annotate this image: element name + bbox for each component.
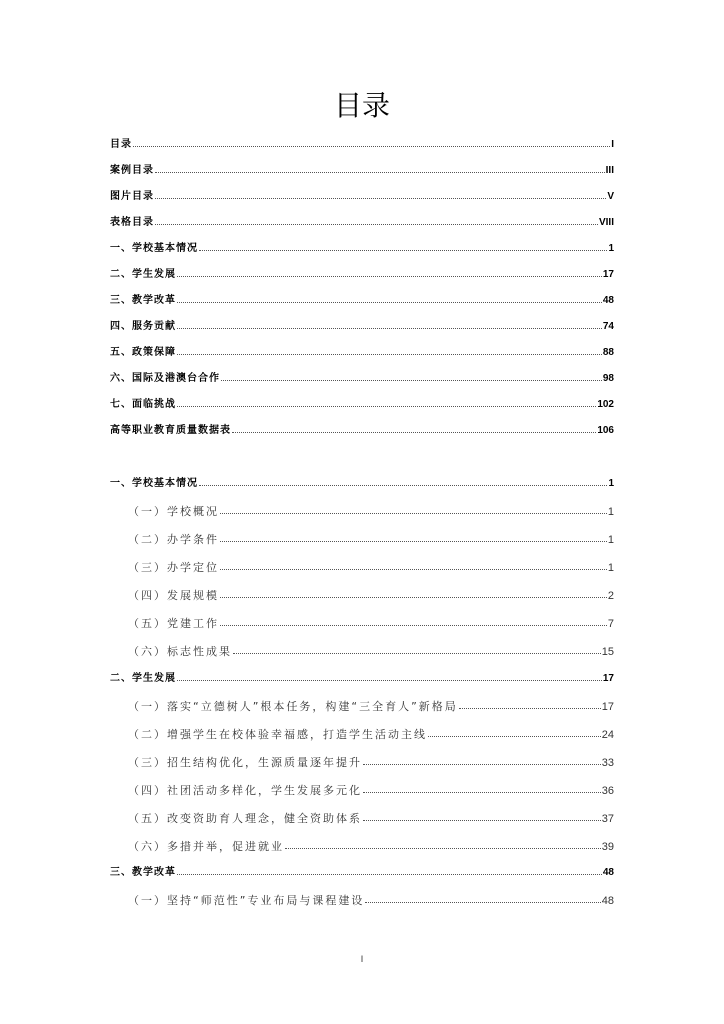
- toc-entry-text: （一）坚持“师范性”专业布局与课程建设: [128, 894, 365, 907]
- dot-leader: [177, 327, 602, 329]
- dot-leader: [363, 791, 601, 793]
- toc-entry[interactable]: [110, 862, 614, 884]
- toc-page-number: 17: [602, 673, 614, 684]
- toc-entry[interactable]: [110, 264, 614, 286]
- toc-entry-text: （一）落实“立德树人”根本任务，构建“三全育人”新格局: [128, 700, 458, 713]
- toc-entry[interactable]: [110, 238, 614, 260]
- toc-entry-text: （五）党建工作: [128, 617, 219, 630]
- toc-page-number: 2: [607, 590, 614, 602]
- toc-page-number: 98: [602, 373, 614, 384]
- toc-entry[interactable]: [128, 836, 614, 858]
- dot-leader: [365, 901, 600, 903]
- toc-entry-text: （六）标志性成果: [128, 645, 232, 658]
- dot-leader: [221, 379, 602, 381]
- toc-entry-text: 高等职业教育质量数据表: [110, 425, 231, 436]
- toc-page-number: 1: [607, 534, 614, 546]
- toc-entry[interactable]: [110, 342, 614, 364]
- dot-leader: [220, 568, 607, 570]
- dot-leader: [177, 405, 596, 407]
- toc-entry[interactable]: [128, 696, 614, 718]
- toc-page-number: 102: [597, 399, 614, 410]
- toc-entry-text: 表格目录: [110, 217, 154, 228]
- dot-leader: [428, 735, 601, 737]
- toc-entry[interactable]: [110, 212, 614, 234]
- dot-leader: [155, 171, 605, 173]
- dot-leader: [177, 679, 602, 681]
- toc-page-number: 17: [601, 701, 614, 713]
- toc-entry-text: 七、面临挑战: [110, 399, 176, 410]
- toc-entry[interactable]: [110, 368, 614, 390]
- dot-leader: [177, 353, 602, 355]
- toc-page-number: 88: [602, 347, 614, 358]
- toc-page-number: 15: [601, 646, 614, 658]
- toc-page-number: V: [607, 191, 614, 202]
- toc-page-number: VIII: [598, 217, 614, 228]
- dot-leader: [177, 873, 602, 875]
- toc-page-number: 48: [601, 895, 614, 907]
- toc-page-number: 39: [601, 841, 614, 853]
- toc-entry[interactable]: [128, 557, 614, 579]
- dot-leader: [220, 540, 607, 542]
- dot-leader: [199, 484, 607, 486]
- toc-page-number: 24: [601, 729, 614, 741]
- toc-entry-text: 四、服务贡献: [110, 321, 176, 332]
- toc-entry[interactable]: [110, 186, 614, 208]
- toc-entry-text: （五）改变资助育人理念，健全资助体系: [128, 812, 362, 825]
- toc-entry-text: （三）招生结构优化，生源质量逐年提升: [128, 756, 362, 769]
- toc-entry[interactable]: [110, 473, 614, 495]
- toc-page-number: 1: [607, 506, 614, 518]
- toc-entry[interactable]: [128, 752, 614, 774]
- toc-page-number: 36: [601, 785, 614, 797]
- toc-entry-text: 目录: [110, 139, 132, 150]
- toc-page-number: 7: [607, 618, 614, 630]
- toc-entry[interactable]: [128, 613, 614, 635]
- dot-leader: [177, 301, 602, 303]
- toc-entry[interactable]: [128, 501, 614, 523]
- toc-page-number: 33: [601, 757, 614, 769]
- dot-leader: [285, 847, 601, 849]
- toc-page-number: 1: [608, 243, 614, 254]
- toc-entry[interactable]: [110, 394, 614, 416]
- toc-entry[interactable]: [128, 780, 614, 802]
- toc-entry[interactable]: [110, 420, 614, 442]
- toc-entry[interactable]: [128, 529, 614, 551]
- toc-page-number: 1: [608, 478, 614, 489]
- toc-page-number: 48: [602, 295, 614, 306]
- toc-page-number: 1: [607, 562, 614, 574]
- toc-entry[interactable]: [110, 316, 614, 338]
- toc-entry[interactable]: [128, 641, 614, 663]
- toc-entry[interactable]: [110, 290, 614, 312]
- toc-entry[interactable]: [128, 724, 614, 746]
- dot-leader: [363, 763, 601, 765]
- dot-leader: [155, 197, 606, 199]
- toc-entry-text: 三、教学改革: [110, 867, 176, 878]
- toc-page-number: 37: [601, 813, 614, 825]
- toc-entry-text: 三、教学改革: [110, 295, 176, 306]
- dot-leader: [199, 249, 607, 251]
- toc-entry-text: 五、政策保障: [110, 347, 176, 358]
- dot-leader: [363, 819, 601, 821]
- dot-leader: [220, 512, 607, 514]
- toc-entry-text: 一、学校基本情况: [110, 478, 198, 489]
- toc-entry[interactable]: [128, 890, 614, 912]
- toc-page-number: III: [605, 165, 614, 176]
- toc-entry-text: 一、学校基本情况: [110, 243, 198, 254]
- dot-leader: [177, 275, 602, 277]
- toc-entry[interactable]: [128, 585, 614, 607]
- toc-entry-text: （三）办学定位: [128, 561, 219, 574]
- toc-entry-text: （四）社团活动多样化，学生发展多元化: [128, 784, 362, 797]
- toc-entry-text: （一）学校概况: [128, 505, 219, 518]
- dot-leader: [220, 624, 607, 626]
- toc-entry[interactable]: [110, 160, 614, 182]
- toc-page-number: I: [611, 139, 614, 150]
- toc-entry-text: 二、学生发展: [110, 269, 176, 280]
- dot-leader: [232, 431, 596, 433]
- toc-entry-text: 图片目录: [110, 191, 154, 202]
- toc-entry-text: （四）发展规模: [128, 589, 219, 602]
- page-title: 目录: [333, 89, 390, 122]
- toc-entry[interactable]: [128, 808, 614, 830]
- toc-entry-text: （六）多措并举，促进就业: [128, 840, 284, 853]
- dot-leader: [220, 596, 607, 598]
- toc-entry-text: （二）办学条件: [128, 533, 219, 546]
- toc-entry-text: （二）增强学生在校体验幸福感，打造学生活动主线: [128, 728, 427, 741]
- dot-leader: [133, 145, 610, 147]
- dot-leader: [459, 707, 601, 709]
- toc-entry-text: 六、国际及港澳台合作: [110, 373, 220, 384]
- toc-page-number: 74: [602, 321, 614, 332]
- toc-page-number: 48: [602, 867, 614, 878]
- toc-entry-text: 案例目录: [110, 165, 154, 176]
- footer-page-number: I: [360, 954, 364, 964]
- toc-entry-text: 二、学生发展: [110, 673, 176, 684]
- toc-entry[interactable]: [110, 668, 614, 690]
- dot-leader: [155, 223, 598, 225]
- toc-page-number: 17: [602, 269, 614, 280]
- toc-entry[interactable]: [110, 134, 614, 156]
- dot-leader: [233, 652, 601, 654]
- toc-page-number: 106: [597, 425, 614, 436]
